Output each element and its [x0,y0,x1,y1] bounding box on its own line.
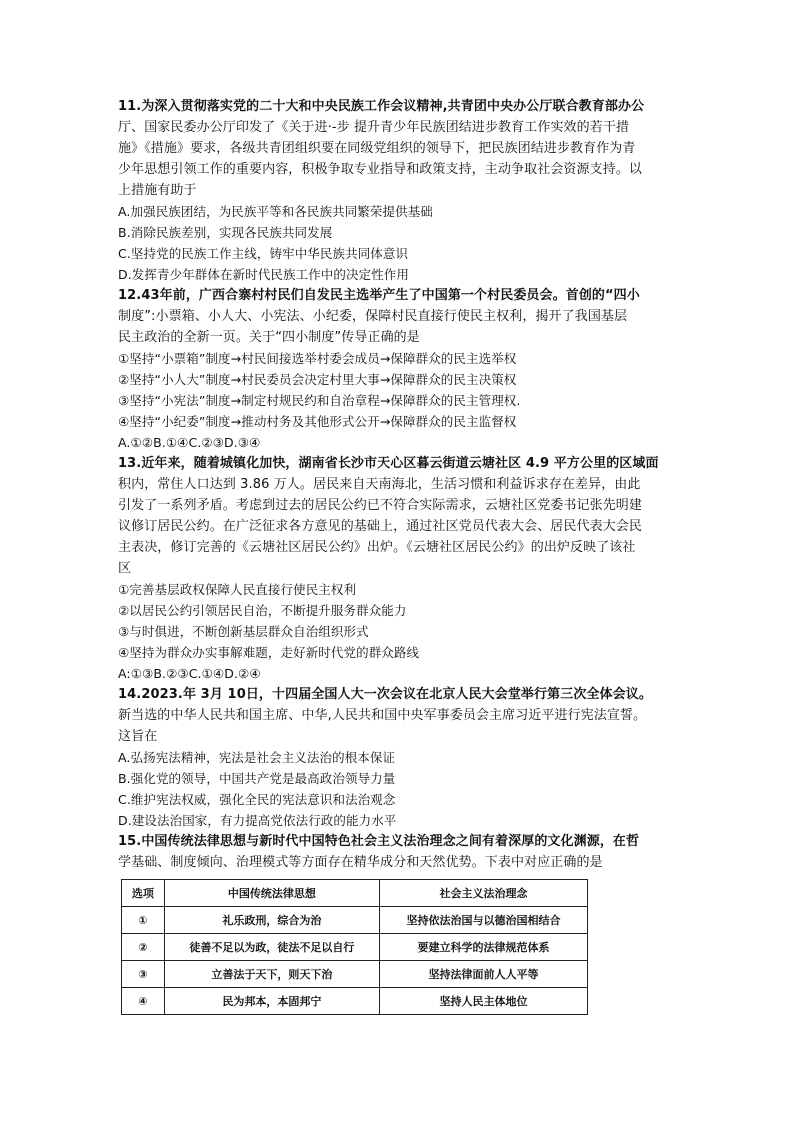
question-13-item: ②以居民公约引领居民自治，不断提升服务群众能力 [118,603,407,618]
table-cell: ② [122,934,165,961]
exam-page [118,96,678,1015]
question-11-stem-line: 厅、国家民委办公厅印发了《关于进·-步 提升青少年民族团结进步教育工作实效的若干措 [118,120,630,135]
question-11-stem-line: 少年思想引领工作的重要内容，积极争取专业指导和政策支持，主动争取社会资源支持。以 [118,162,643,177]
table-header-cell: 选项 [122,880,165,907]
question-15 [118,831,678,1015]
question-12-item: ④坚持“小纪委”制度→推动村务及其他形式公开→保障群众的民主监督权 [118,414,517,429]
question-13-stem-line: 主表决，修订完善的《云塘社区居民公约》出炉。《云塘社区居民公约》的出炉反映了该社 [118,540,636,555]
question-13-answer-choices: A:①③B.②③C.①④D.②④ [118,666,261,681]
question-14-stem-line: 这旨在 [118,729,158,744]
question-14-option-d: D.建设法治国家，有力提高党依法行政的能力水平 [118,813,397,828]
table-cell: 坚持人民主体地位 [379,988,587,1015]
question-11-stem-line: 施》《措施》要求，各级共青团组织要在同级党组织的领导下，把民族团结进步教育作为青 [118,141,636,156]
table-cell: ④ [122,988,165,1015]
question-13-item: ③与时俱进，不断创新基层群众自治组织形式 [118,624,369,639]
question-13-stem-line: 13.近年来，随着城镇化加快，湖南省长沙市天心区暮云街道云塘社区 4.9 平方公里的区域面 [118,456,659,471]
question-12-item: ③坚持“小宪法”制度→制定村规民约和自治章程→保障群众的民主管理权. [118,393,521,408]
question-11 [118,96,678,285]
question-12-answer-choices: A.①②B.①④C.②③D.③④ [118,435,261,450]
question-11-stem-line: 上措施有助于 [118,183,197,198]
question-14-option-a: A.弘扬宪法精神，宪法是社会主义法治的根本保证 [118,750,396,765]
table-header-row [122,880,588,907]
question-15-table [121,879,588,1015]
question-13-item: ①完善基层政权保障人民直接行使民主权利 [118,582,357,597]
question-12-stem-line: 12.43年前，广西合寨村村民们自发民主选举产生了中国第一个村民委员会。首创的“四小 [118,288,640,303]
question-15-stem-line: 学基础、制度倾向、治理模式等方面存在精华成分和天然优势。下表中对应正确的是 [118,855,603,870]
question-11-option-b: B.消除民族差别，实现各民族共同发展 [118,225,333,240]
question-13-stem-line: 议修订居民公约。在广泛征求各方意见的基础上，通过社区党员代表大会、居民代表大会民 [118,519,643,534]
table-cell: ① [122,907,165,934]
table-cell: 要建立科学的法律规范体系 [379,934,587,961]
question-14-option-c: C.维护宪法权威，强化全民的宪法意识和法治观念 [118,792,396,807]
table-row [122,907,588,934]
table-cell: 徒善不足以为政，徒法不足以自行 [164,934,379,961]
table-cell: ③ [122,961,165,988]
question-13-stem-line: 区 [118,561,132,576]
question-11-stem-line: 11.为深入贯彻落实党的二十大和中央民族工作会议精神,共青团中央办公厅联合教育部办公 [118,99,645,114]
question-12 [118,285,678,453]
table-row [122,988,588,1015]
question-15-stem-line: 15.中国传统法律思想与新时代中国特色社会主义法治理念之间有着深厚的文化渊源，在哲 [118,834,640,849]
table-cell: 礼乐政刑，综合为治 [164,907,379,934]
table-cell: 立善法于天下，则天下治 [164,961,379,988]
question-13-stem-line: 引发了一系列矛盾。考虑到过去的居民公约已不符合实际需求，云塘社区党委书记张先明建 [118,498,643,513]
table-header-cell: 中国传统法律思想 [164,880,379,907]
question-13-item: ④坚持为群众办实事解难题，走好新时代党的群众路线 [118,645,420,660]
table-row [122,934,588,961]
question-12-stem-line: 制度”:小票箱、小人大、小宪法、小纪委，保障村民直接行使民主权利，揭开了我国基层 [118,309,628,324]
question-14-option-b: B.强化党的领导，中国共产党是最高政治领导力量 [118,771,396,786]
table-cell: 民为邦本，本固邦宁 [164,988,379,1015]
question-14 [118,684,678,831]
table-cell: 坚持依法治国与以德治国相结合 [379,907,587,934]
question-14-stem-line: 新当选的中华人民共和国主席、中华,人民共和国中央军事委员会主席习近平进行宪法宣誓。 [118,708,647,723]
question-11-option-a: A.加强民族团结，为民族平等和各民族共同繁荣提供基础 [118,204,433,219]
question-13-stem-line: 积内，常住人口达到 3.86 万人。居民来自天南海北，生活习惯和利益诉求存在差异，由此 [118,477,641,492]
question-12-item: ②坚持“小人大”制度→村民委员会决定村里大事→保障群众的民主决策权 [118,372,517,387]
table-header-cell: 社会主义法治理念 [379,880,587,907]
question-13 [118,453,678,684]
question-11-option-d: D.发挥青少年群体在新时代民族工作中的决定性作用 [118,267,409,282]
question-14-stem-line: 14.2023.年 3月 10日，十四届全国人大一次会议在北京人民大会堂举行第三次全体会议。 [118,687,652,702]
question-11-option-c: C.坚持党的民族工作主线，铸牢中华民族共同体意识 [118,246,409,261]
table-cell: 坚持法律面前人人平等 [379,961,587,988]
question-12-stem-line: 民主政治的全新一页。关于“四小制度”传导正确的是 [118,330,420,345]
question-12-item: ①坚持“小票箱”制度→村民间接选举村委会成员→保障群众的民主选举权 [118,351,517,366]
table-row [122,961,588,988]
